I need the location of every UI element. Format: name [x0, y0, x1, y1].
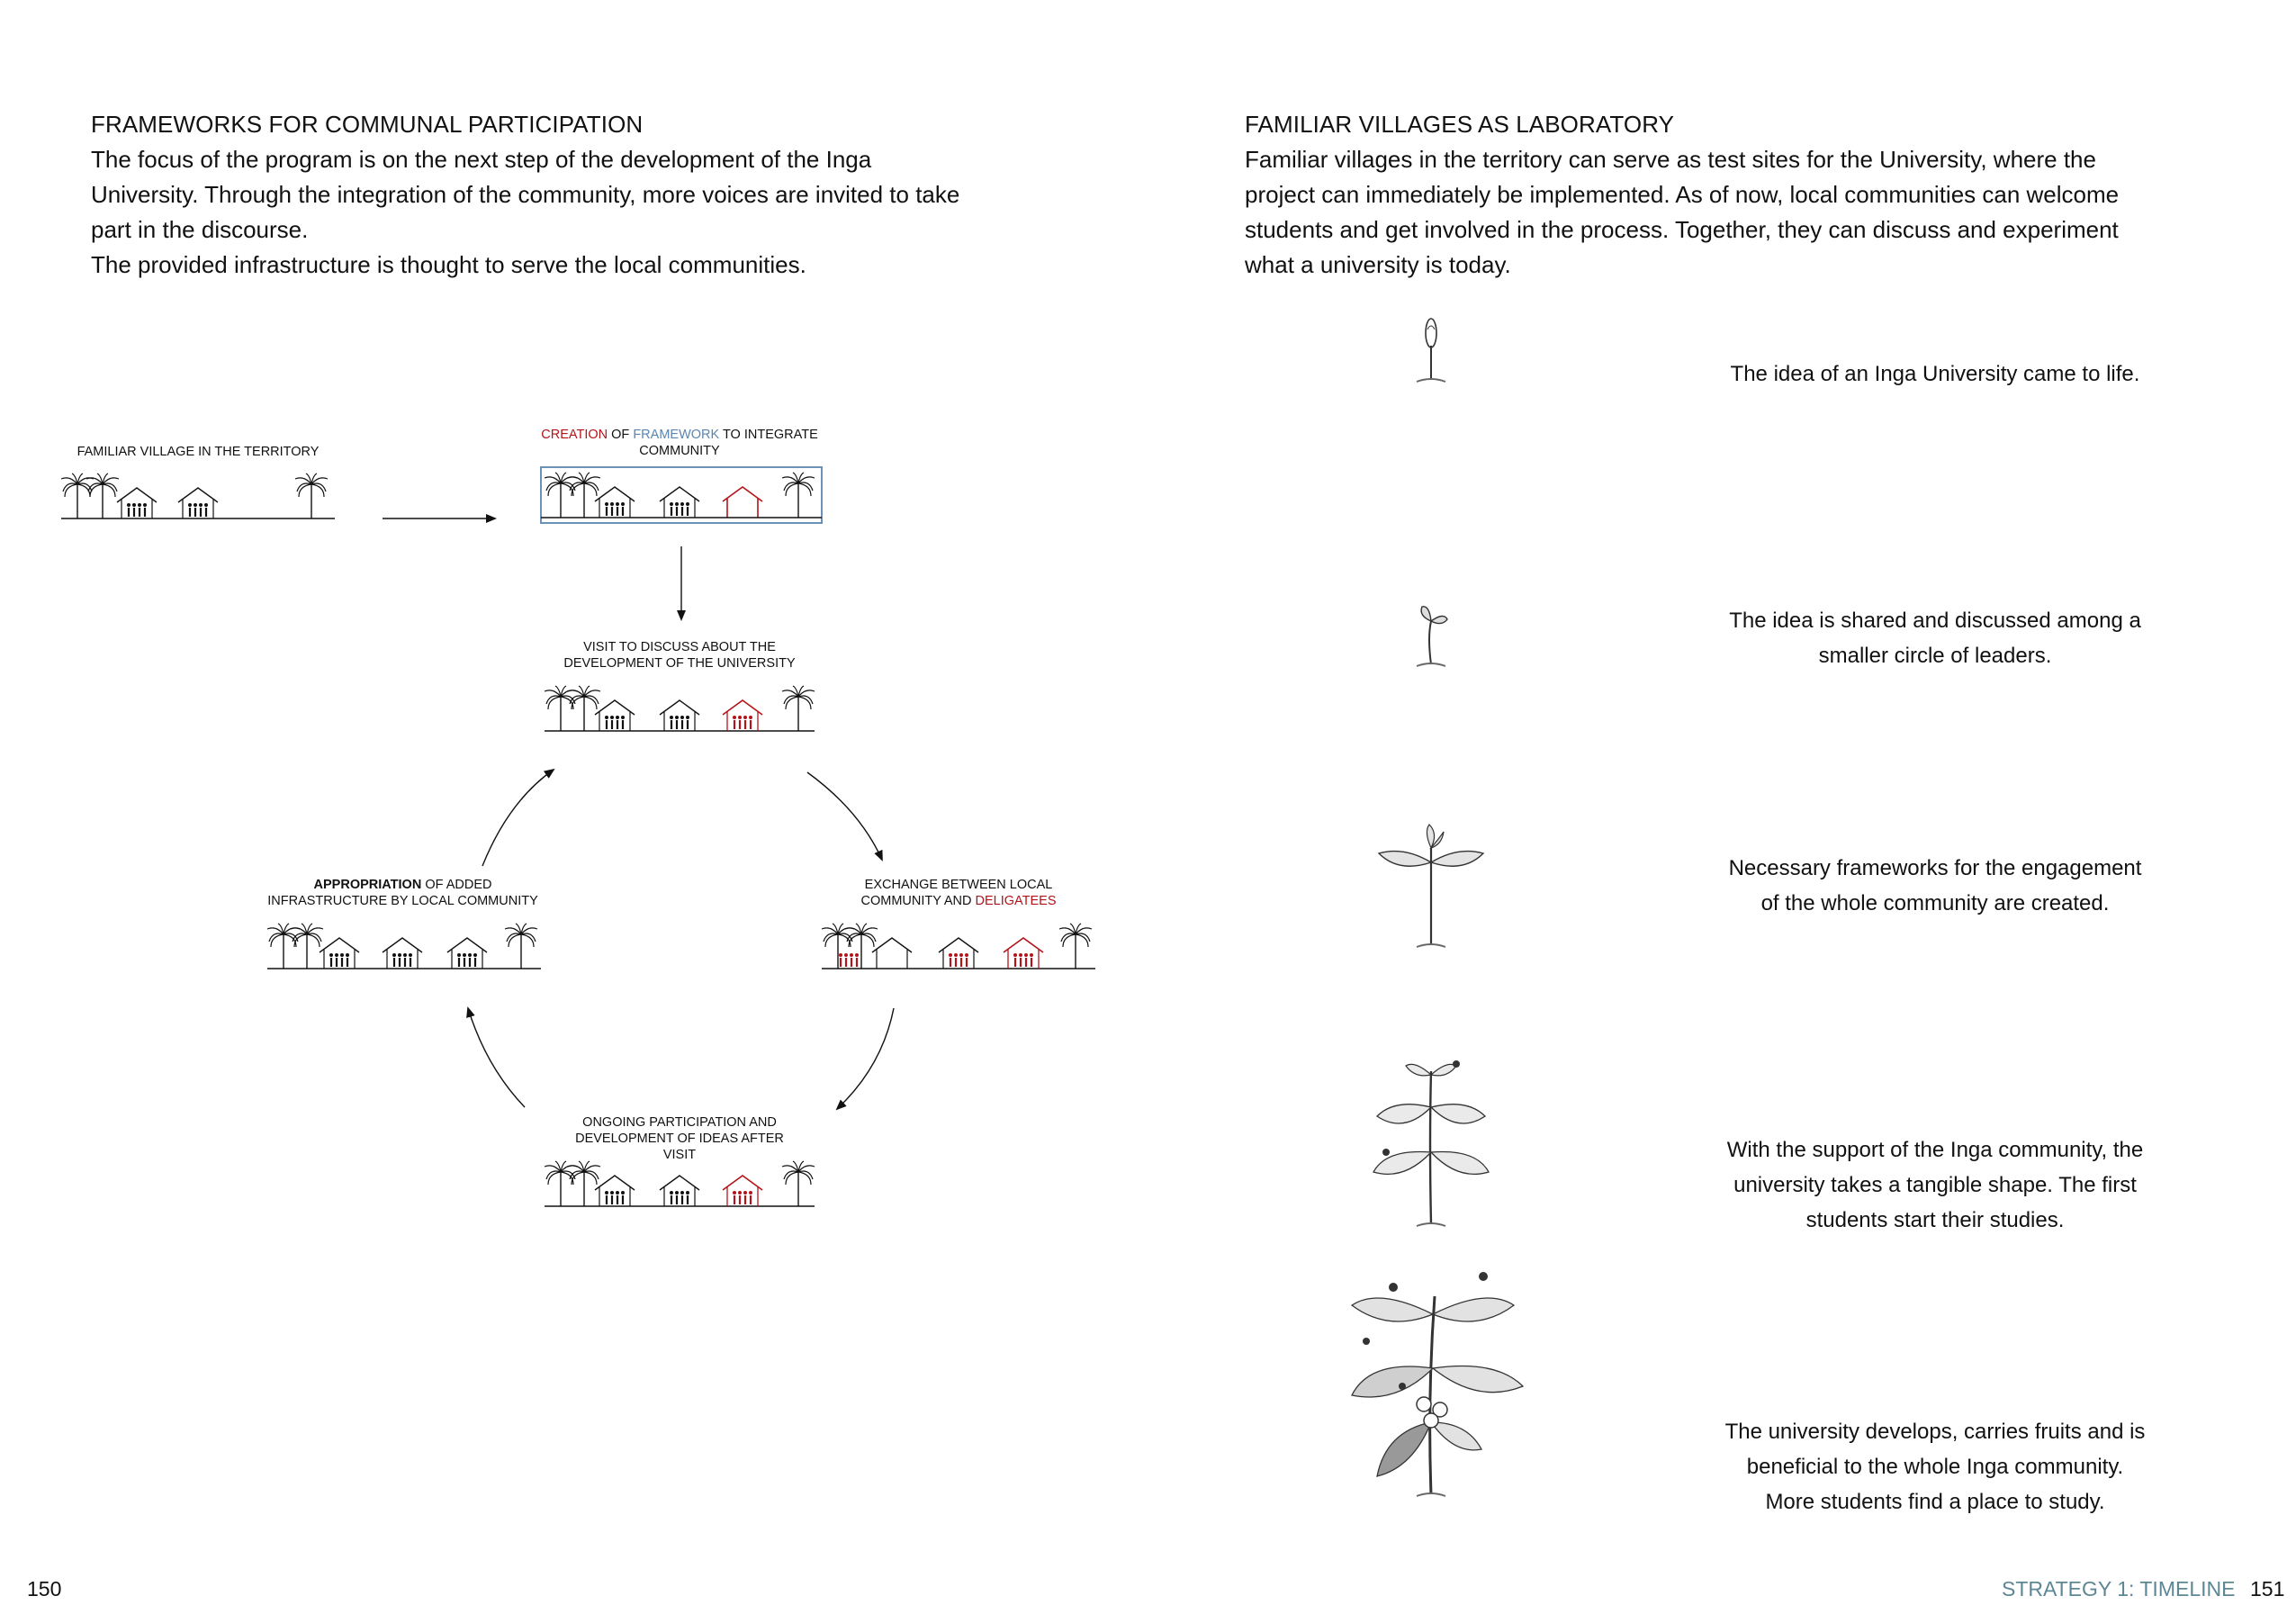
village-appropriation	[267, 924, 541, 969]
label-appropriation-bold: APPROPRIATION	[313, 878, 422, 892]
right-paragraph: Familiar villages in the territory can serve as test sites for the University, where the project can immediately be implemented. As of now, local communities can welcome students and get involved in the process. Together, they can discuss and experiment what a university is today.	[1245, 146, 2120, 278]
label-framework-word: FRAMEWORK	[633, 428, 720, 442]
right-heading: FAMILIAR VILLAGES AS LABORATORY	[1245, 111, 1675, 138]
footer-section-title: STRATEGY 1: TIMELINE	[2002, 1577, 2236, 1600]
label-of-word: OF	[608, 428, 634, 442]
timeline-text-3: Necessary frameworks for the engagement of the whole community are created.	[1728, 856, 2142, 915]
arrow-to-ongoing	[837, 1008, 894, 1109]
participation-diagram	[0, 0, 1170, 1260]
village-ongoing	[545, 1161, 815, 1206]
timeline-text-4: With the support of the Inga community, the university takes a tangible shape. The first students start their studies.	[1726, 1138, 2144, 1232]
label-creation-word: CREATION	[541, 428, 608, 442]
left-heading: FRAMEWORKS FOR COMMUNAL PARTICIPATION	[91, 111, 644, 138]
arrow-to-appropriation	[468, 1008, 525, 1107]
timeline-text-2: The idea is shared and discussed among a smaller circle of leaders.	[1729, 609, 2141, 668]
village-familiar	[61, 473, 335, 518]
young-plant-icon	[1373, 1060, 1489, 1226]
left-paragraph-1: The focus of the program is on the next step of the development of the Inga University. Through the integration of the community, more voices are invited to take part in the discourse.	[91, 146, 960, 243]
fruiting-plant-icon	[1352, 1272, 1523, 1496]
village-visit	[545, 686, 815, 731]
village-creation	[541, 467, 822, 523]
village-exchange	[822, 924, 1095, 969]
arrow-to-exchange	[807, 772, 882, 860]
timeline-text-5: The university develops, carries fruits and is beneficial to the whole Inga community. More students find a place to study.	[1724, 1420, 2146, 1514]
small-sprout-icon	[1417, 607, 1447, 666]
growth-illustrations	[1305, 306, 1575, 1566]
label-ongoing: ONGOING PARTICIPATION AND DEVELOPMENT OF IDEAS AFTER VISIT	[575, 1115, 784, 1162]
timeline-text-1: The idea of an Inga University came to life.	[1730, 362, 2140, 386]
label-integrate-words: TO INTEGRATE COMMUNITY	[639, 428, 818, 458]
label-familiar-village: FAMILIAR VILLAGE IN THE TERRITORY	[77, 445, 320, 459]
seedling-icon	[1379, 825, 1483, 947]
seed-sprout-icon	[1417, 319, 1445, 382]
label-visit: VISIT TO DISCUSS ABOUT THE DEVELOPMENT OF THE UNIVERSITY	[563, 640, 796, 671]
label-exchange-red: DELIGATEES	[975, 894, 1057, 908]
right-page-number: 151	[2250, 1577, 2285, 1600]
left-page-number: 150	[27, 1577, 62, 1600]
label-appropriation-rest: OF ADDED INFRASTRUCTURE BY LOCAL COMMUNITY	[267, 878, 538, 908]
left-paragraph-2: The provided infrastructure is thought to serve the local communities.	[91, 251, 806, 278]
label-exchange-black: EXCHANGE BETWEEN LOCAL COMMUNITY AND	[860, 878, 1053, 908]
arrow-to-visit-cycle	[482, 770, 554, 866]
